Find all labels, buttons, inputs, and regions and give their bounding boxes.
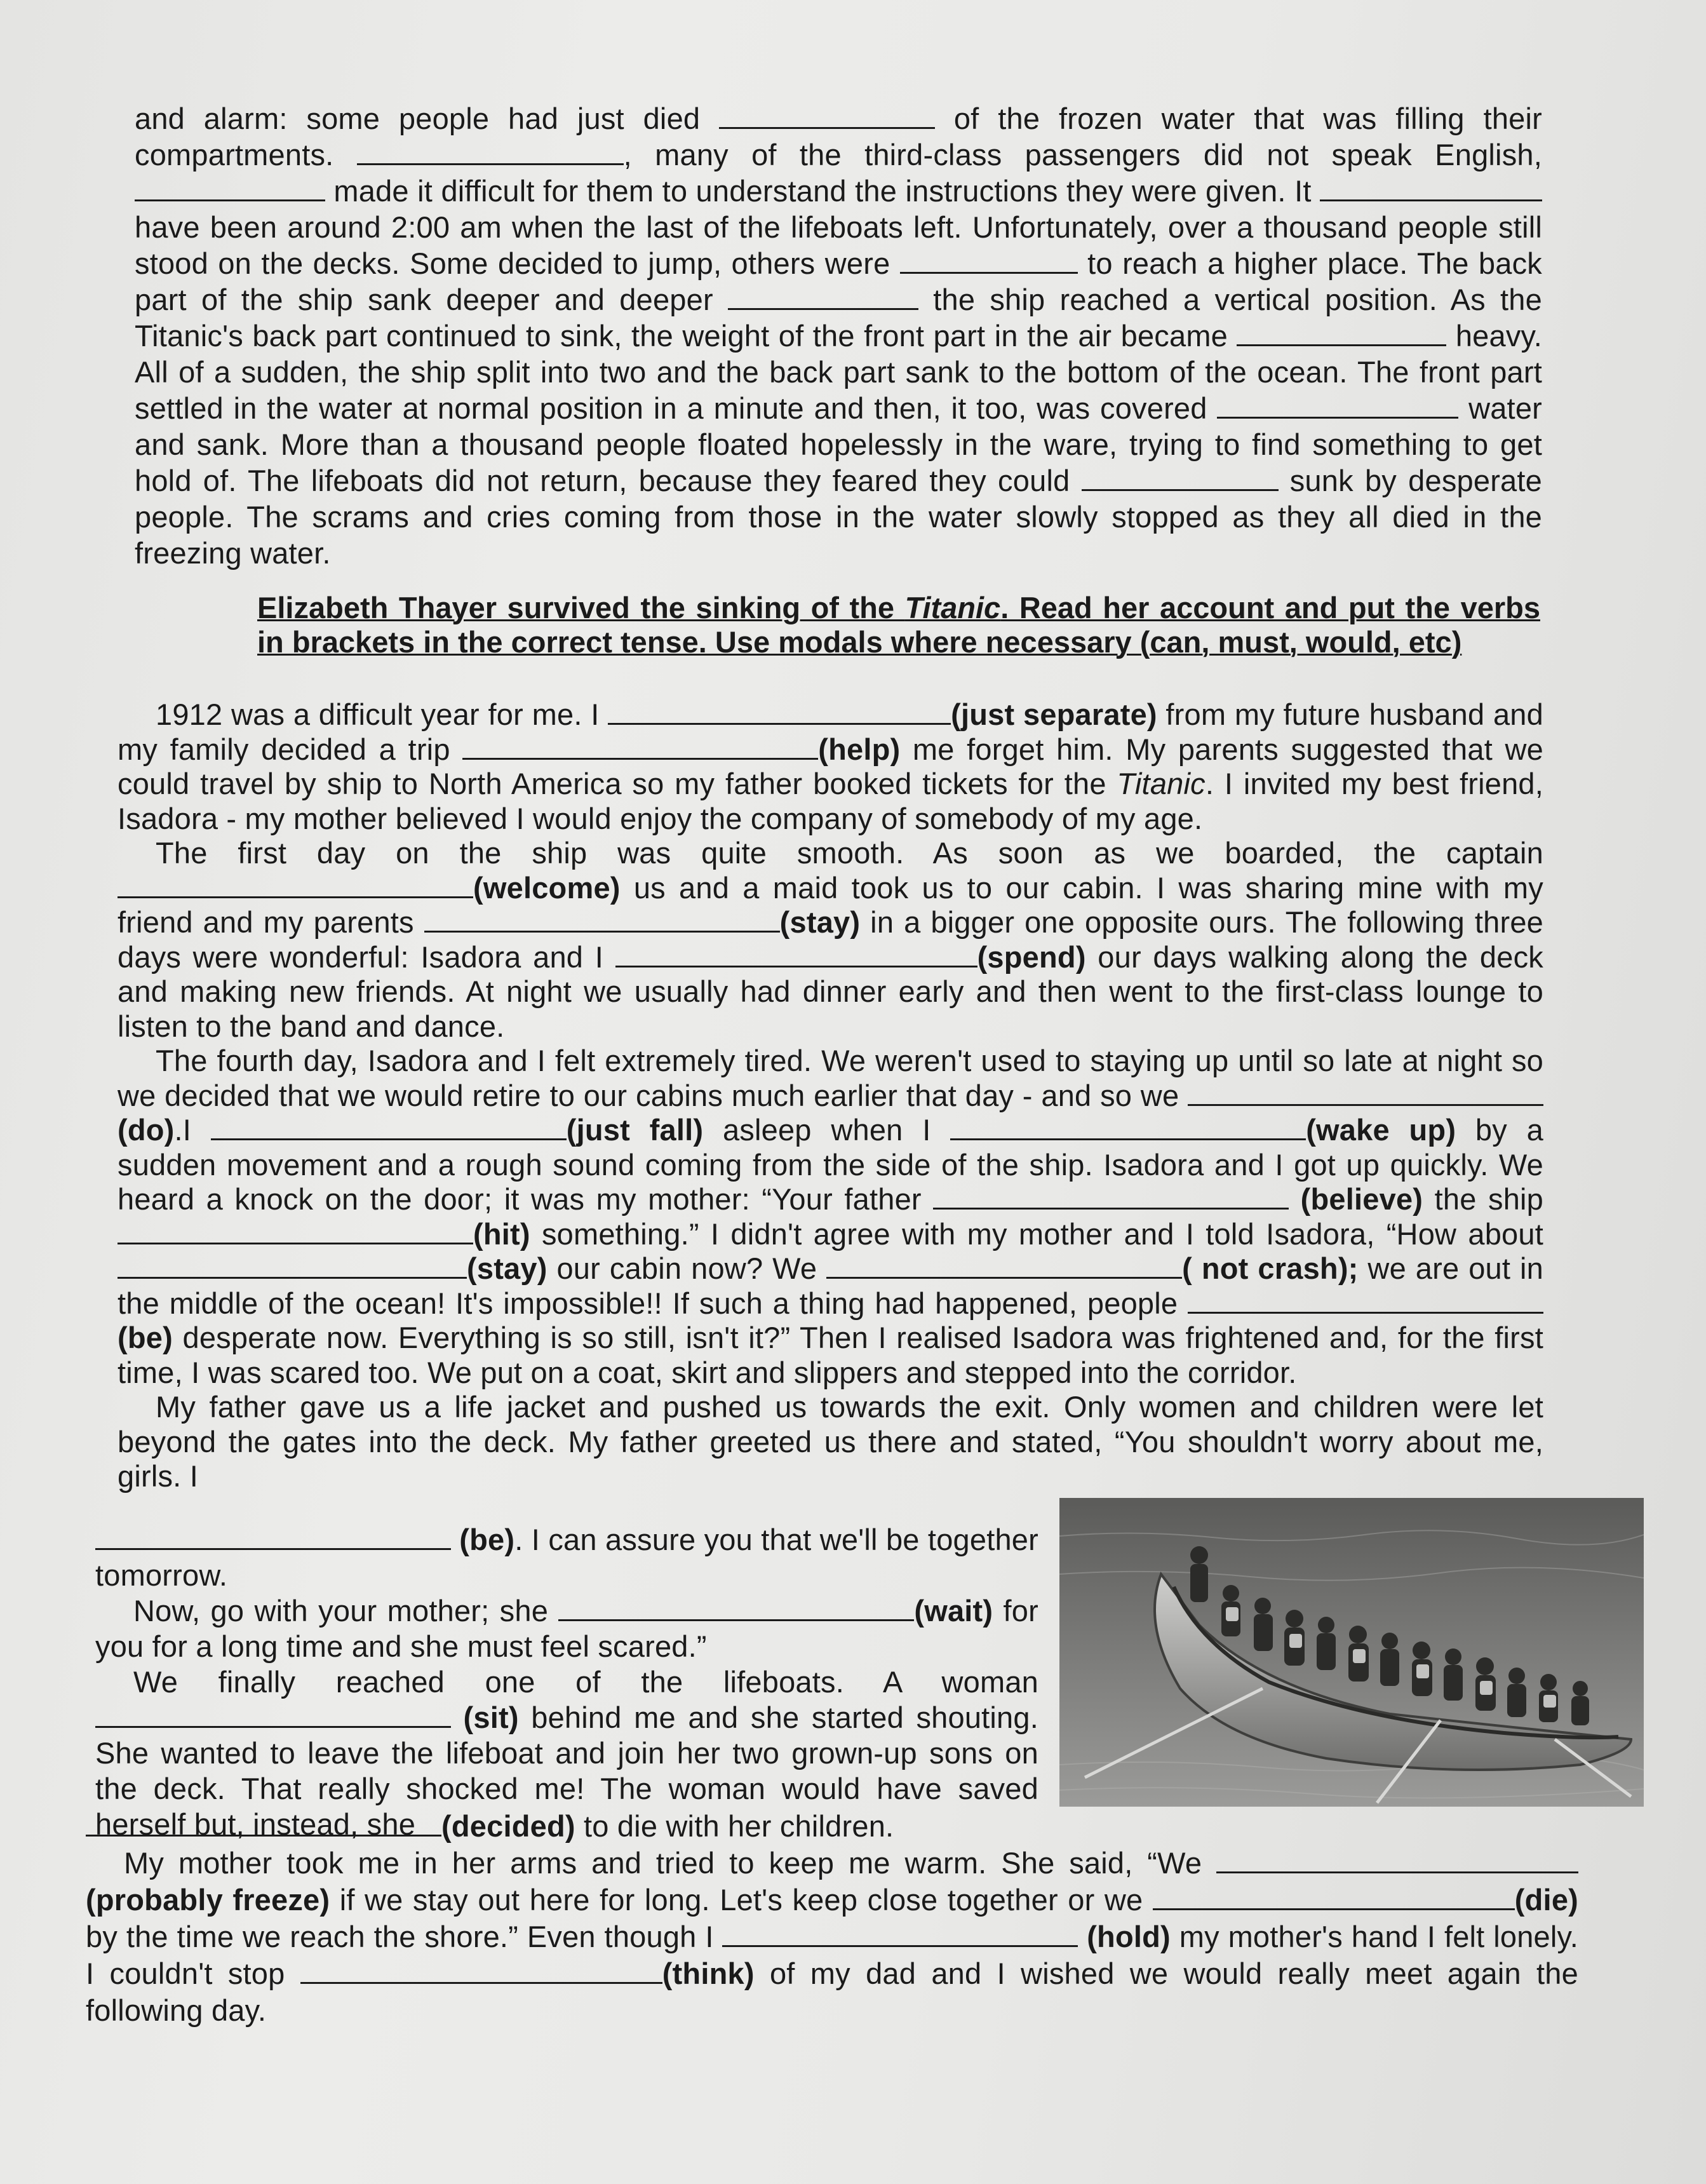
verb-prompt: (sit) [463,1701,519,1734]
verb-prompt: ( not crash); [1182,1251,1359,1285]
answer-blank[interactable] [900,248,1078,274]
answer-blank[interactable] [826,1253,1182,1279]
lifeboat-illustration [1059,1498,1644,1807]
answer-blank[interactable] [728,284,918,310]
answer-blank[interactable] [118,872,473,898]
text-segment: water and sank. More than a thousand people floated hopelessly in the ware, trying to find something to get hold of. The lifeboats did not return, because they feared they could [135,391,1543,497]
verb-prompt: (think) [662,1957,755,1990]
answer-blank[interactable] [357,139,624,165]
answer-blank[interactable] [615,941,977,967]
verb-prompt: (probably freeze) [86,1883,330,1917]
instructions-italic: Titanic [904,591,1001,624]
story-paragraph: Now, go with your mother; she (wait) for you for a long time and she must feel scared.” [95,1594,1038,1663]
story-upper [118,698,1543,1494]
verb-prompt: (spend) [977,940,1086,974]
answer-blank[interactable] [608,699,951,725]
answer-blank[interactable] [1153,1884,1515,1910]
answer-blank[interactable] [1188,1288,1543,1314]
verb-prompt: (believe) [1300,1182,1423,1216]
verb-prompt: (wait) [914,1594,993,1628]
story-paragraph: (be). I can assure you that we'll be together tomorrow. [95,1523,1038,1592]
text-segment: It [1294,174,1312,208]
answer-blank[interactable] [300,1958,662,1984]
lifeboat-photo [1059,1498,1644,1807]
verb-prompt: (welcome) [473,870,621,905]
answer-blank[interactable] [722,1921,1078,1947]
exercise-instructions [257,591,1540,659]
story-lower [86,1808,1578,2029]
instructions-text: Elizabeth Thayer survived the sinking of the [257,591,905,624]
text-segment: of the frozen water that was filling their compartments. [135,102,1542,172]
answer-blank[interactable] [211,1114,567,1140]
verb-prompt: (decided) [441,1809,575,1843]
answer-blank[interactable] [950,1114,1306,1140]
story-paragraph: My father gave us a life jacket and pushed us towards the exit. Only women and children were let beyond the gates into the deck. My father greeted us there and stated, “You shouldn't worry about me, girls. I [118,1390,1543,1493]
verb-prompt: (wake up) [1306,1113,1456,1147]
text-segment: and alarm: some people had just died [135,102,701,135]
text-segment: have been around 2:00 am when the last of the lifeboats left. Unfortunately, over a thousand people still stood on the decks. Some decided to jump, others were [135,210,1542,280]
answer-blank[interactable] [95,1702,451,1728]
text-segment: made it difficult for them to understand the instructions they were given. [333,174,1286,208]
answer-blank[interactable] [933,1183,1289,1210]
answer-blank[interactable] [1082,465,1279,491]
text-segment: sunk by desperate people. The scrams and cries coming from those in the water slowly stopped as they all died in the freezing water. [135,464,1542,570]
answer-blank[interactable] [118,1218,473,1244]
answer-blank[interactable] [135,175,325,201]
answer-blank[interactable] [1216,1847,1578,1873]
story-paragraph: (decided) to die with her children. [86,1808,1578,1845]
cloze-paragraph [135,100,1542,571]
verb-prompt: (hit) [473,1217,530,1251]
answer-blank[interactable] [1217,393,1458,419]
verb-prompt: (be) [118,1321,173,1354]
answer-blank[interactable] [558,1595,914,1621]
text-segment: to reach a higher place. The back part of the ship sank deeper and deeper [135,246,1543,316]
verb-prompt: (do) [118,1113,175,1147]
verb-prompt: (stay) [467,1251,547,1285]
answer-blank[interactable] [424,907,780,933]
answer-blank[interactable] [462,734,818,760]
story-paragraph: The fourth day, Isadora and I felt extremely tired. We weren't used to staying up until so late at night so we decided that we would retire to our cabins much earlier that day - and so we (do).I (just fall) asleep when I (wake up) by a sudden movement and a rough sound coming from the side of the ship. Isadora and I got up quickly. We heard a knock on the door; it was my mother: “Your father (believe) the ship (hit) something.” I didn't agree with my mother and I told Isadora, “How about (stay) our cabin now? We ( not crash); we are out in the middle of the ocean! It's impossible!! If such a thing had happened, people (be) desperate now. Everything is so still, isn't it?” Then I realised Isadora was frightened and, for the first time, I was scared too. We put on a coat, skirt and slippers and stepped into the corridor. [118,1044,1544,1389]
verb-prompt: (help) [818,732,901,766]
answer-blank[interactable] [1188,1080,1543,1106]
verb-prompt: (die) [1514,1883,1579,1917]
answer-blank[interactable] [118,1253,467,1279]
text-segment: the ship reached a vertical position. As the Titanic's back part continued to sink, the weight of the front part in the air became [135,283,1542,353]
verb-prompt: (just fall) [566,1113,704,1147]
story-paragraph: My mother took me in her arms and tried to keep me warm. She said, “We (probably freeze) if we stay out here for long. Let's keep close together or we (die) by the time we reach the shore.” Even though I (hold) my mother's hand I felt lonely. I couldn't stop (think) of my dad and I wished we would really meet again the following day. [86,1846,1579,2027]
instructions-text: . Read her account and put the verbs in brackets in the correct tense. Use modals where necessary (can, must, would, etc) [257,591,1540,659]
story-paragraph: The first day on the ship was quite smooth. As soon as we boarded, the captain (welcome) us and a maid took us to our cabin. I was sharing mine with my friend and my parents (stay) in a bigger one opposite ours. The following three days were wonderful: Isadora and I (spend) our days walking along the deck and making new friends. At night we usually had dinner early and then went to the first-class lounge to listen to the band and dance. [118,836,1543,1043]
verb-prompt: (be) [459,1523,515,1556]
text-segment: heavy. All of a sudden, the ship split into two and the back part sank to the bottom of the ocean. The front part settled in the water at normal position in a minute and then, it too, was covered [135,319,1542,425]
story-paragraph: 1912 was a difficult year for me. I (just separate) from my future husband and my family decided a trip (help) me forget him. My parents suggested that we could travel by ship to North America so my father booked tickets for the Titanic. I invited my best friend, Isadora - my mother believed I would enjoy the company of somebody of my age. [118,698,1544,835]
verb-prompt: (stay) [779,905,861,939]
answer-blank[interactable] [1320,175,1542,201]
story-narrow [95,1522,1038,1842]
story-paragraph: We finally reached one of the lifeboats. A woman (sit) behind me and she started shouting. She wanted to leave the lifeboat and join her two grown-up sons on the deck. That really shocked me! The woman would have saved herself but, instead, she [95,1665,1038,1841]
verb-prompt: (just separate) [951,698,1157,731]
answer-blank[interactable] [1237,320,1446,346]
verb-prompt: (hold) [1087,1920,1171,1953]
text-segment: , many of the third-class passengers did not speak English, [623,138,1542,172]
answer-blank[interactable] [86,1810,441,1837]
answer-blank[interactable] [719,103,935,129]
answer-blank[interactable] [95,1524,451,1550]
